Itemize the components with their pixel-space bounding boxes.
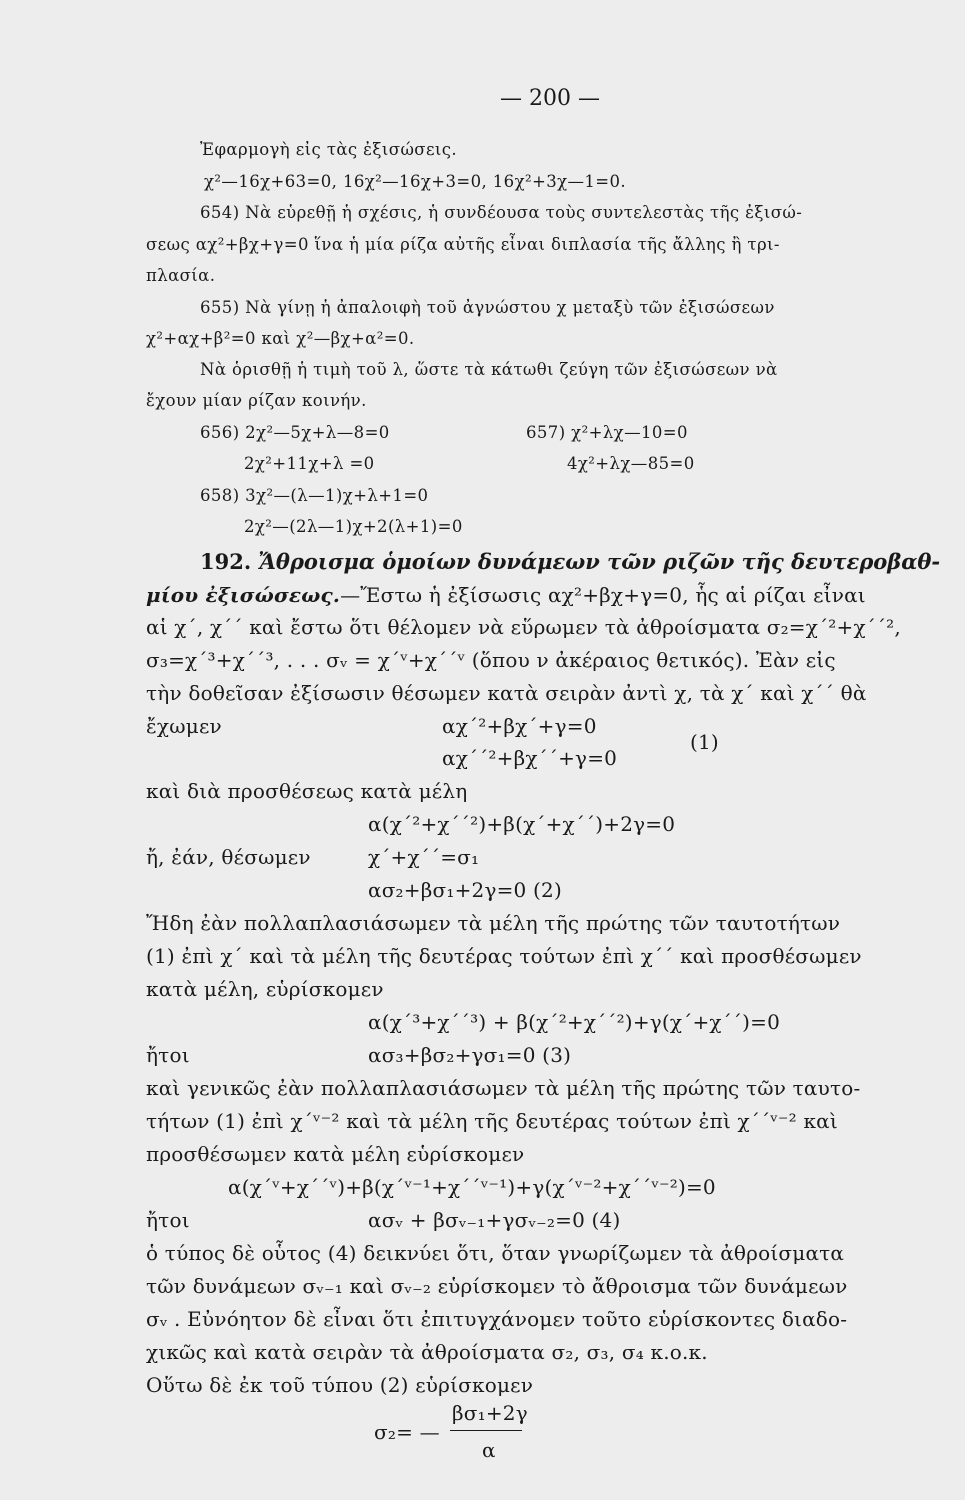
lambda-instruction-line1: Νὰ ὁρισθῇ ἡ τιμὴ τοῦ λ, ὥστε τὰ κάτωθι ζεύγη τῶν ἐξισώσεων νὰ	[200, 360, 778, 379]
paragraph-5-line1: καὶ γενικῶς ἐὰν πολλαπλασιάσωμεν τὰ μέλη τῆς πρώτης τῶν ταυτο-	[146, 1076, 861, 1100]
itoi-2: ἤτοι	[146, 1208, 190, 1232]
exercise-657-eq2: 4χ²+λχ—85=0	[567, 454, 695, 473]
section-title-line1: Ἄθροισμα ὁμοίων δυνάμεων τῶν ριζῶν τῆς δευτεροβαθ-	[258, 549, 941, 574]
final-formula-denominator: α	[482, 1438, 496, 1462]
equation-1-label: (1)	[690, 730, 719, 754]
paragraph-4-line3: κατὰ μέλη, εὑρίσκομεν	[146, 977, 384, 1001]
paragraph-6-line3: σᵥ . Εὐνόητον δὲ εἶναι ὅτι ἐπιτυγχάνομεν τοῦτο εὑρίσκοντες διαδο-	[146, 1307, 848, 1331]
equation-sum: α(χ΄²+χ΄΄²)+β(χ΄+χ΄΄)+2γ=0	[368, 812, 676, 836]
paragraph-6-line1: ὁ τύπος δὲ οὗτος (4) δεικνύει ὅτι, ὅταν γνωρίζωμεν τὰ ἀθροίσματα	[146, 1241, 845, 1265]
exercise-658-eq2: 2χ²—(2λ—1)χ+2(λ+1)=0	[244, 517, 463, 536]
equation-sigma1: χ΄+χ΄΄=σ₁	[368, 845, 480, 869]
paragraph-1-line1	[146, 585, 866, 605]
paragraph-1-line3: σ₃=χ΄³+χ΄΄³, . . . σᵥ = χ΄ᵛ+χ΄΄ᵛ (ὅπου ν ἀκέραιος θετικός). Ἐὰν εἰς	[146, 648, 836, 672]
equation-3: ασ₃+βσ₂+γσ₁=0 (3)	[368, 1043, 572, 1067]
lambda-instruction-line2: ἔχουν μίαν ρίζαν κοινήν.	[146, 391, 367, 410]
application-equations: χ²—16χ+63=0, 16χ²—16χ+3=0, 16χ²+3χ—1=0.	[204, 172, 627, 191]
paragraph-1-line2: αἱ χ΄, χ΄΄ καὶ ἔστω ὅτι θέλομεν νὰ εὕρωμεν τὰ ἀθροίσματα σ₂=χ΄²+χ΄΄²,	[146, 615, 901, 639]
exercise-656-eq1: 656) 2χ²—5χ+λ—8=0	[200, 423, 390, 442]
paragraph-5-line3: προσθέσωμεν κατὰ μέλη εὑρίσκομεν	[146, 1142, 525, 1166]
equation-cubic: α(χ΄³+χ΄΄³) + β(χ΄²+χ΄΄²)+γ(χ΄+χ΄΄)=0	[368, 1010, 781, 1034]
paragraph-7: Οὕτω δὲ ἐκ τοῦ τύπου (2) εὑρίσκομεν	[146, 1373, 534, 1397]
section-title-line2: μίου ἐξισώσεως.	[146, 583, 341, 607]
exercise-654-line1: 654) Νὰ εὑρεθῇ ἡ σχέσις, ἡ συνδέουσα τοὺς συντελεστὰς τῆς ἐξισώ-	[200, 203, 803, 222]
exercise-654-line3: πλασία.	[146, 266, 216, 285]
itoi-1: ἤτοι	[146, 1043, 190, 1067]
exercise-656-eq2: 2χ²+11χ+λ =0	[244, 454, 375, 473]
paragraph-3: ἤ, ἐάν, θέσωμεν	[146, 845, 311, 869]
equation-4: ασᵥ + βσᵥ₋₁+γσᵥ₋₂=0 (4)	[368, 1208, 621, 1232]
page-number: — 200 —	[500, 86, 600, 111]
exercise-657-eq1: 657) χ²+λχ—10=0	[526, 423, 688, 442]
exercise-654-line2: σεως αχ²+βχ+γ=0 ἵνα ἡ μία ρίζα αὐτῆς εἶναι διπλασία τῆς ἄλλης ἢ τρι-	[146, 235, 780, 254]
paragraph-1-line4: τὴν δοθεῖσαν ἐξίσωσιν θέσωμεν κατὰ σειρὰν ἀντὶ χ, τὰ χ΄ καὶ χ΄΄ θὰ	[146, 681, 867, 705]
paragraph-5-line2: τήτων (1) ἐπὶ χ΄ᵛ⁻² καὶ τὰ μέλη τῆς δευτέρας τούτων ἐπὶ χ΄΄ᵛ⁻² καὶ	[146, 1109, 838, 1133]
paragraph-1-text: —Ἔστω ἡ ἐξίσωσις αχ²+βχ+γ=0, ἧς αἱ ρίζαι εἶναι	[340, 583, 866, 607]
exercise-655-line1: 655) Νὰ γίνῃ ἡ ἀπαλοιφὴ τοῦ ἀγνώστου χ μεταξὺ τῶν ἐξισώσεων	[200, 298, 775, 317]
exercise-655-line2: χ²+αχ+β²=0 καὶ χ²—βχ+α²=0.	[146, 329, 415, 348]
equation-2: ασ₂+βσ₁+2γ=0 (2)	[368, 878, 562, 902]
section-heading	[200, 551, 940, 572]
section-number: 192.	[200, 549, 252, 574]
paragraph-2: καὶ διὰ προσθέσεως κατὰ μέλη	[146, 779, 468, 803]
paragraph-4-line2: (1) ἐπὶ χ΄ καὶ τὰ μέλη τῆς δευτέρας τούτων ἐπὶ χ΄΄ καὶ προσθέσωμεν	[146, 944, 862, 968]
paragraph-4-line1: Ἤδη ἐὰν πολλαπλασιάσωμεν τὰ μέλη τῆς πρώτης τῶν ταυτοτήτων	[146, 911, 841, 935]
final-formula-numerator: βσ₁+2γ	[452, 1401, 528, 1425]
equation-general: α(χ΄ᵛ+χ΄΄ᵛ)+β(χ΄ᵛ⁻¹+χ΄΄ᵛ⁻¹)+γ(χ΄ᵛ⁻²+χ΄΄ᵛ⁻²)=0	[228, 1175, 716, 1199]
equation-1b: αχ΄΄²+βχ΄΄+γ=0	[442, 746, 618, 770]
fraction-bar	[450, 1430, 522, 1431]
paragraph-6-line4: χικῶς καὶ κατὰ σειρὰν τὰ ἀθροίσματα σ₂, σ₃, σ₄ κ.ο.κ.	[146, 1340, 708, 1364]
paragraph-1-line5: ἔχωμεν	[146, 714, 222, 738]
paragraph-6-line2: τῶν δυνάμεων σᵥ₋₁ καὶ σᵥ₋₂ εὑρίσκομεν τὸ ἄθροισμα τῶν δυνάμεων	[146, 1274, 848, 1298]
exercise-658-eq1: 658) 3χ²—(λ—1)χ+λ+1=0	[200, 486, 429, 505]
application-intro: Ἐφαρμογὴ εἰς τὰς ἐξισώσεις.	[200, 140, 458, 159]
final-formula-lhs: σ₂= —	[374, 1420, 440, 1444]
equation-1a: αχ΄²+βχ΄+γ=0	[442, 714, 597, 738]
